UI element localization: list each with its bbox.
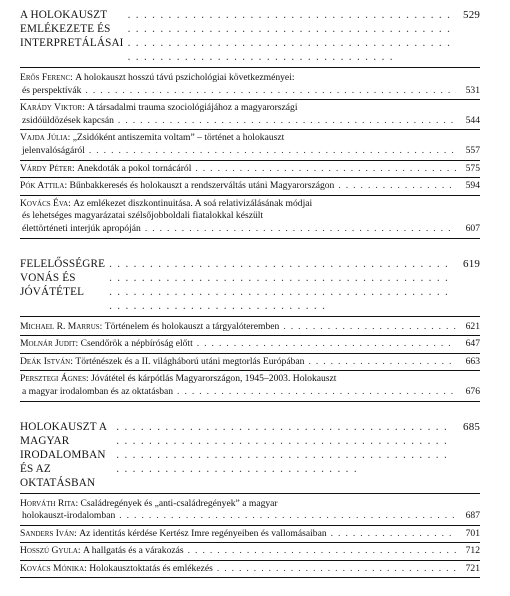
- author-separator: :: [75, 338, 81, 350]
- toc-entry: [20, 336, 480, 354]
- author-separator: :: [74, 527, 80, 539]
- author-separator: :: [77, 545, 83, 557]
- entry-page-number: 575: [465, 162, 480, 174]
- entry-line: [20, 85, 480, 98]
- section-title: HOLOKAUSZT A MAGYAR IRODALOMBAN ÉS AZ OKTATÁSBAN: [20, 420, 107, 489]
- entry-author: Deák István: [20, 355, 71, 367]
- entry-line: [20, 338, 480, 351]
- entry-line: [20, 132, 480, 145]
- toc-entry: [20, 371, 480, 401]
- entry-line: [20, 115, 480, 128]
- entry-author: Kovács Éva: [20, 197, 69, 209]
- entry-title-line: Az identitás kérdése Kertész Imre regényeiben és vallomásaiban: [79, 527, 327, 539]
- entry-author: Sanders Iván: [20, 527, 75, 539]
- toc-entry: [20, 100, 480, 130]
- entry-title-line: a magyar irodalomban és az oktatásban: [22, 385, 174, 397]
- section-heading: [20, 420, 480, 494]
- entry-title-line: A társadalmi trauma szociológiájához a magyarországi: [87, 102, 298, 114]
- entry-line: [20, 386, 480, 399]
- entry-author: Erős Ferenc: [20, 72, 71, 83]
- entry-title-line: „Zsidóként antiszemita voltam” – történet a holokauszt: [72, 132, 285, 144]
- entry-title-line: Csendőrök a népbíróság előtt: [80, 338, 193, 350]
- dot-leader: [283, 321, 456, 334]
- entry-line: [20, 321, 480, 334]
- toc-entry: [20, 319, 480, 337]
- entry-title-line: A holokauszt hosszú távú pszichológiai következményei:: [75, 72, 295, 83]
- author-separator: :: [99, 320, 105, 332]
- entry-line: [20, 528, 480, 541]
- section-page-number: 685: [463, 420, 480, 433]
- entry-author: Kovács Mónika: [20, 562, 85, 574]
- entry-title-line: zsidóüldözések kapcsán: [22, 114, 114, 126]
- entry-author: Pók Attila: [20, 180, 65, 192]
- author-separator: :: [67, 132, 73, 144]
- toc-section: [20, 420, 480, 579]
- entry-line: [20, 180, 480, 193]
- section-heading: [20, 257, 480, 317]
- dot-leader: [119, 510, 456, 523]
- toc-entry: [20, 178, 480, 196]
- entry-page-number: 647: [465, 338, 480, 350]
- author-separator: :: [86, 373, 92, 385]
- author-separator: :: [82, 102, 88, 114]
- toc-entry: [20, 543, 480, 561]
- toc-entry: [20, 196, 480, 239]
- dot-leader: [331, 528, 456, 541]
- entry-line: [20, 498, 480, 511]
- author-separator: :: [70, 72, 76, 83]
- author-separator: :: [68, 197, 74, 209]
- entry-author: Karády Viktor: [20, 102, 83, 114]
- entry-line: [20, 545, 480, 558]
- dot-leader: [197, 338, 456, 351]
- entry-author: Vajda Júlia: [20, 132, 68, 144]
- entry-title-line: A hallgatás és a várakozás: [82, 545, 184, 557]
- entry-line: [20, 102, 480, 115]
- author-separator: :: [84, 562, 90, 574]
- toc-entry: [20, 130, 480, 160]
- section-page-number: 529: [463, 9, 480, 21]
- toc-entry: [20, 70, 480, 100]
- author-separator: :: [64, 180, 70, 192]
- entry-page-number: 687: [465, 510, 480, 522]
- dot-leader: [195, 163, 456, 176]
- entry-title-line: Családregények és „anti-családregények” a magyar: [80, 497, 278, 509]
- entry-author: Michael R. Marrus: [20, 320, 100, 332]
- dot-leader: [188, 545, 456, 558]
- toc-section: [20, 8, 480, 239]
- entry-line: [20, 510, 480, 523]
- entry-title-line: Holokausztoktatás és emlékezés: [89, 562, 213, 574]
- entry-page-number: 607: [465, 222, 480, 234]
- entry-title-line: Jóvátétel és kárpótlás Magyarországon, 1945–2003. Holokauszt: [91, 373, 337, 385]
- toc-entry: [20, 354, 480, 372]
- entry-title-line: jelenvalóságáról: [22, 144, 85, 156]
- entry-author: Molnár Judit: [20, 338, 76, 350]
- section-title: FELELŐSSÉGRE VONÁS ÉS JÓVÁTÉTEL: [20, 257, 106, 298]
- entry-line: [20, 563, 480, 576]
- dot-leader: [128, 8, 456, 64]
- entry-line: [20, 373, 480, 386]
- dot-leader: [177, 386, 456, 399]
- dot-leader: [308, 356, 456, 369]
- entry-title-line: és lehetséges magyarázatai szélsőjobboldali fiatalokkal készült: [22, 210, 264, 222]
- section-heading: [20, 8, 480, 68]
- author-separator: :: [70, 355, 76, 367]
- toc-entry: [20, 526, 480, 544]
- dot-leader: [118, 115, 456, 128]
- entry-line: [20, 145, 480, 158]
- table-of-contents: [20, 8, 480, 596]
- author-separator: :: [75, 497, 81, 509]
- entry-page-number: 594: [465, 180, 480, 192]
- entry-page-number: 701: [465, 527, 480, 539]
- entry-line: [20, 210, 480, 223]
- entry-page-number: 721: [465, 562, 480, 574]
- entry-line: [20, 223, 480, 236]
- entry-page-number: 663: [465, 355, 480, 367]
- dot-leader: [109, 257, 456, 313]
- toc-entry: [20, 496, 480, 526]
- entry-page-number: 676: [465, 385, 480, 397]
- toc-section: [20, 257, 480, 402]
- entry-title-line: Történelem és holokauszt a tárgyalóteremben: [104, 320, 280, 332]
- entry-title-line: Az emlékezet diszkontinuitása. A soá relativizálásának módjai: [73, 197, 313, 209]
- entry-title-line: és perspektívák: [22, 84, 82, 96]
- author-separator: :: [72, 162, 78, 174]
- dot-leader: [116, 420, 456, 476]
- entry-author: Várdy Péter: [20, 162, 72, 174]
- dot-leader: [145, 223, 456, 236]
- entry-page-number: 557: [465, 144, 480, 156]
- dot-leader: [338, 180, 456, 193]
- entry-page-number: 621: [465, 320, 480, 332]
- section-page-number: 619: [463, 257, 480, 270]
- entry-line: [20, 163, 480, 176]
- entry-title-line: Bűnbakkeresés és holokauszt a rendszerváltás utáni Magyarországon: [69, 180, 335, 192]
- entry-line: [20, 198, 480, 211]
- entry-title-line: Anekdoták a pokol tornácáról: [77, 162, 192, 174]
- dot-leader: [85, 85, 456, 98]
- entry-author: Persztegi Ágnes: [20, 373, 86, 385]
- entry-title-line: Történészek és a II. világháború utáni megtorlás Európában: [75, 355, 305, 367]
- entry-line: [20, 356, 480, 369]
- entry-author: Hosszú Gyula: [20, 545, 78, 557]
- entry-title-line: élettörténeti interjúk apropóján: [22, 222, 141, 234]
- dot-leader: [89, 145, 456, 158]
- entry-page-number: 544: [465, 114, 480, 126]
- dot-leader: [217, 563, 456, 576]
- entry-title-line: holokauszt-irodalomban: [22, 510, 116, 522]
- entry-page-number: 712: [465, 545, 480, 557]
- toc-entry: [20, 161, 480, 179]
- toc-entry: [20, 561, 480, 579]
- entry-author: Horváth Rita: [20, 497, 76, 509]
- section-title: A HOLOKAUSZT EMLÉKEZETE ÉS INTERPRETÁLÁSAI: [20, 9, 124, 49]
- entry-page-number: 531: [465, 84, 480, 96]
- entry-line: [20, 72, 480, 85]
